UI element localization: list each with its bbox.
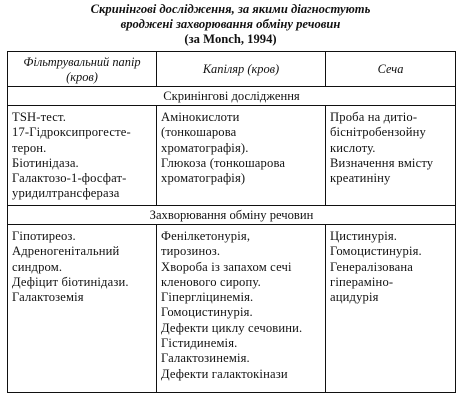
- cell-line: Гомоцистинурія.: [330, 244, 422, 259]
- caption-line-1: Скринінгові дослідження, за якими діагностують: [90, 2, 371, 16]
- cell-line: гіпераміно-: [330, 274, 394, 289]
- cell-line: Амінокислоти: [161, 110, 240, 124]
- cell-line: Гомоцистинурія.: [161, 305, 253, 320]
- header-urine: Сеча: [326, 52, 456, 87]
- cell-line: креатиніну: [330, 171, 391, 186]
- header-filter-paper: [8, 52, 157, 87]
- section-row-screening: [8, 87, 456, 106]
- header-row: [8, 52, 456, 87]
- cell-line: Галактозинемія.: [161, 351, 250, 366]
- cell-line: Хвороба із запахом сечі: [161, 259, 292, 274]
- section-title-diseases: Захворювання обміну речовин: [8, 206, 456, 225]
- cell-filter-paper-diseases: [8, 225, 157, 393]
- cell-line: Гіпергліцинемія.: [161, 290, 254, 305]
- table-row-diseases: [8, 225, 456, 393]
- caption-line-3: (за Monch, 1994): [184, 32, 277, 46]
- cell-line: 17-Гідроксипрогесте-: [12, 125, 131, 140]
- section-row-diseases: [8, 206, 456, 225]
- table-caption: [0, 2, 461, 47]
- cell-line: тирозиноз.: [161, 244, 221, 259]
- cell-urine-tests: [326, 106, 456, 206]
- screening-table: [7, 51, 456, 393]
- cell-line: терон.: [12, 140, 47, 155]
- table-row-screening: [8, 106, 456, 206]
- cell-line: Дефекти циклу сечовини.: [161, 320, 303, 335]
- cell-line: Адреногенітальний: [12, 244, 120, 259]
- cell-line: Галактозо-1-фосфат-: [12, 171, 127, 186]
- cell-line: Визначення вмісту: [330, 155, 434, 170]
- cell-line: Біотинідаза.: [12, 155, 79, 170]
- caption-line-2: вроджені захворювання обміну речовин: [120, 17, 341, 31]
- cell-line: хроматографія).: [161, 140, 249, 155]
- cell-capillary-diseases: [157, 225, 326, 393]
- header-filter-paper-text: Фільтрувальний папір (кров): [23, 55, 141, 84]
- cell-line: кленового сиропу.: [161, 274, 261, 289]
- section-title-screening: Скринінгові дослідження: [8, 87, 456, 106]
- cell-capillary-tests: [157, 106, 326, 206]
- cell-line: Гістидинемія.: [161, 336, 238, 351]
- cell-line: Дефіцит біотинідази.: [12, 274, 129, 289]
- cell-urine-diseases: [326, 225, 456, 393]
- cell-line: Дефекти галактокінази: [161, 366, 288, 381]
- header-capillary: Капіляр (кров): [157, 52, 326, 87]
- cell-line: Гіпотиреоз.: [12, 229, 76, 243]
- cell-line: хроматографія): [161, 171, 246, 186]
- cell-line: Глюкоза (тонкошарова: [161, 155, 286, 170]
- cell-line: Генералізована: [330, 259, 414, 274]
- cell-line: уридилтрансфераза: [12, 186, 120, 201]
- cell-line: Цистинурія.: [330, 229, 398, 243]
- cell-line: біснітробензойну: [330, 125, 426, 140]
- cell-line: кислоту.: [330, 140, 376, 155]
- cell-line: Галактоземія: [12, 290, 84, 305]
- cell-line: Фенілкетонурія,: [161, 229, 251, 243]
- cell-filter-paper-tests: [8, 106, 157, 206]
- cell-line: Проба на дитіо-: [330, 110, 418, 124]
- cell-line: синдром.: [12, 259, 63, 274]
- cell-line: TSH-тест.: [12, 110, 67, 124]
- cell-line: ацидурія: [330, 290, 379, 305]
- cell-line: (тонкошарова: [161, 125, 237, 140]
